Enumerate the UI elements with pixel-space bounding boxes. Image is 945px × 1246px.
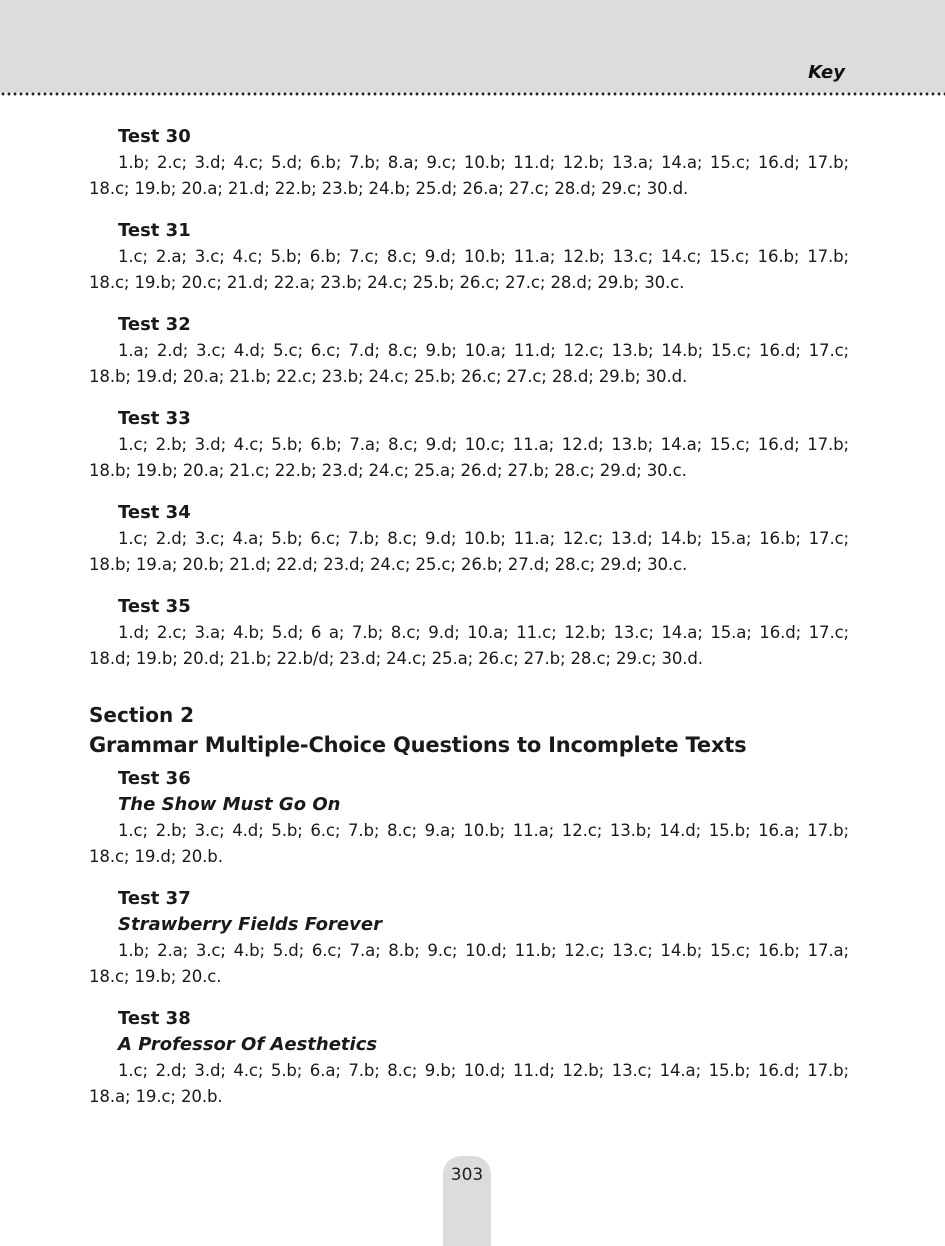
- test-answers: 1.b; 2.c; 3.d; 4.c; 5.d; 6.b; 7.b; 8.a; 9.c; 10.b; 11.d; 12.b; 13.a; 14.a; 15.c; 16.d; 17.b; 18.c; 19.b; 20.a; 21.d; 22.b; 23.b; 24.b; 25.d; 26.a; 27.c; 28.d; 29.c; 30.d.: [89, 153, 849, 198]
- dotted-divider: [0, 92, 945, 96]
- section-label: Section 2: [89, 703, 195, 727]
- test-block-34: [89, 500, 849, 578]
- test-answers: 1.c; 2.b; 3.d; 4.c; 5.b; 6.b; 7.a; 8.c; 9.d; 10.c; 11.a; 12.d; 13.b; 14.a; 15.c; 16.d; 17.b; 18.b; 19.b; 20.a; 21.c; 22.b; 23.d; 24.c; 25.a; 26.d; 27.b; 28.c; 29.d; 30.c.: [89, 435, 849, 480]
- test-answers: 1.d; 2.c; 3.a; 4.b; 5.d; 6 a; 7.b; 8.c; 9.d; 10.a; 11.c; 12.b; 13.c; 14.a; 15.a; 16.d; 17.c; 18.d; 19.b; 20.d; 21.b; 22.b/d; 23.d; 24.c; 25.a; 26.c; 27.b; 28.c; 29.c; 30.d.: [89, 623, 849, 668]
- test-block-37: [89, 886, 849, 990]
- test-subtitle: The Show Must Go On: [118, 794, 341, 815]
- test-title: Test 35: [118, 596, 191, 617]
- section-heading: [89, 700, 849, 760]
- test-block-32: [89, 312, 849, 390]
- section-title: Grammar Multiple-Choice Questions to Incomplete Texts: [89, 733, 747, 757]
- header-band: [0, 0, 945, 93]
- test-answers: 1.c; 2.d; 3.d; 4.c; 5.b; 6.a; 7.b; 8.c; 9.b; 10.d; 11.d; 12.b; 13.c; 14.a; 15.b; 16.d; 17.b; 18.a; 19.c; 20.b.: [89, 1061, 849, 1106]
- test-block-38: [89, 1006, 849, 1110]
- test-subtitle: A Professor Of Aesthetics: [118, 1034, 378, 1055]
- test-title: Test 36: [118, 768, 191, 789]
- test-title: Test 30: [118, 126, 191, 147]
- test-block-36: [89, 766, 849, 870]
- test-block-31: [89, 218, 849, 296]
- test-answers: 1.a; 2.d; 3.c; 4.d; 5.c; 6.c; 7.d; 8.c; 9.b; 10.a; 11.d; 12.c; 13.b; 14.b; 15.c; 16.d; 17.c; 18.b; 19.d; 20.a; 21.b; 22.c; 23.b; 24.c; 25.b; 26.c; 27.c; 28.d; 29.b; 30.d.: [89, 341, 849, 386]
- test-block-30: [89, 124, 849, 202]
- test-title: Test 37: [118, 888, 191, 909]
- answer-key-content: [89, 124, 849, 1126]
- test-answers: 1.b; 2.a; 3.c; 4.b; 5.d; 6.c; 7.a; 8.b; 9.c; 10.d; 11.b; 12.c; 13.c; 14.b; 15.c; 16.b; 17.a; 18.c; 19.b; 20.c.: [89, 941, 849, 986]
- test-block-35: [89, 594, 849, 672]
- test-subtitle: Strawberry Fields Forever: [118, 914, 382, 935]
- test-title: Test 31: [118, 220, 191, 241]
- test-answers: 1.c; 2.d; 3.c; 4.a; 5.b; 6.c; 7.b; 8.c; 9.d; 10.b; 11.a; 12.c; 13.d; 14.b; 15.a; 16.b; 17.c; 18.b; 19.a; 20.b; 21.d; 22.d; 23.d; 24.c; 25.c; 26.b; 27.d; 28.c; 29.d; 30.c.: [89, 529, 849, 574]
- test-title: Test 33: [118, 408, 191, 429]
- test-answers: 1.c; 2.b; 3.c; 4.d; 5.b; 6.c; 7.b; 8.c; 9.a; 10.b; 11.a; 12.c; 13.b; 14.d; 15.b; 16.a; 17.b; 18.c; 19.d; 20.b.: [89, 821, 849, 866]
- test-title: Test 32: [118, 314, 191, 335]
- test-title: Test 38: [118, 1008, 191, 1029]
- test-block-33: [89, 406, 849, 484]
- test-answers: 1.c; 2.a; 3.c; 4.c; 5.b; 6.b; 7.c; 8.c; 9.d; 10.b; 11.a; 12.b; 13.c; 14.c; 15.c; 16.b; 17.b; 18.c; 19.b; 20.c; 21.d; 22.a; 23.b; 24.c; 25.b; 26.c; 27.c; 28.d; 29.b; 30.c.: [89, 247, 849, 292]
- running-head: Key: [808, 62, 845, 83]
- test-title: Test 34: [118, 502, 191, 523]
- page-number: 303: [450, 1165, 484, 1185]
